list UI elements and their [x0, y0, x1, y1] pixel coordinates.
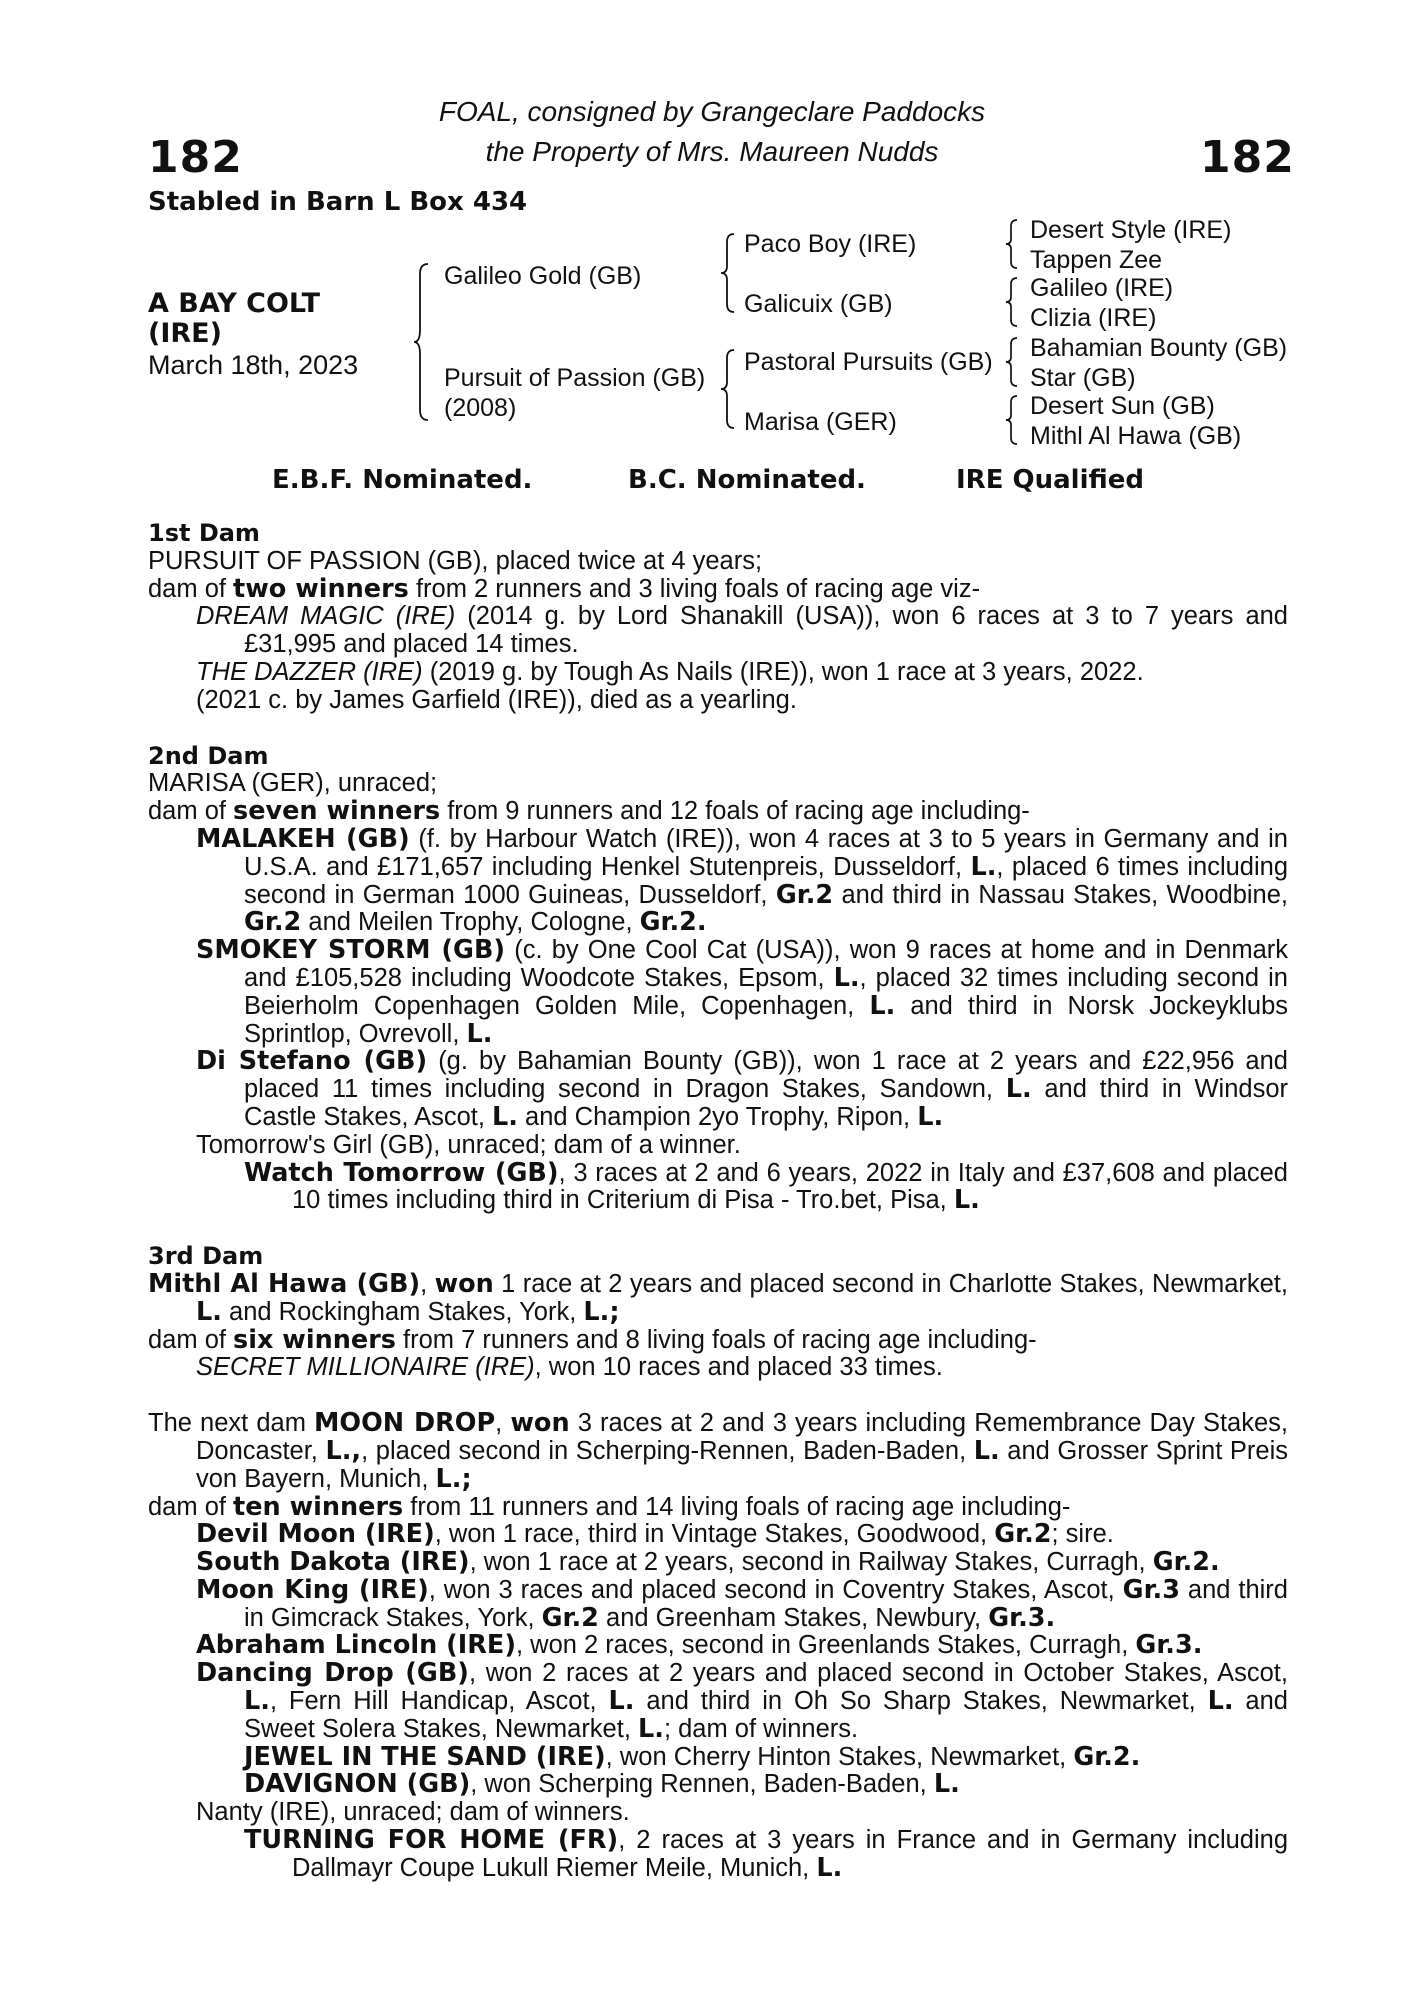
horse-country: (IRE) [148, 318, 222, 349]
third-dam-record: dam of six winners from 7 runners and 8 living foals of racing age including- [148, 1324, 1037, 1355]
next-dam-progeny-6: Nanty (IRE), unraced; dam of winners. [196, 1798, 630, 1827]
pedigree-sds: Galileo (IRE) [1030, 274, 1174, 302]
pedigree-brace-ds [1004, 336, 1020, 388]
next-dam-grandprogeny-2: DAVIGNON (GB), won Scherping Rennen, Baden-Baden, L. [244, 1769, 960, 1800]
next-dam-grandprogeny-3: TURNING FOR HOME (FR), 2 races at 3 years in France and in Germany including Dallmayr Coupe Lukull Riemer Meile, Munich, L. [244, 1825, 1288, 1883]
next-dam-progeny-5: Dancing Drop (GB), won 2 races at 2 years and placed second in October Stakes, Ascot, L., Fern Hill Handicap, Ascot, L. and third in Oh So Sharp Stakes, Newmarket, L. and Sweet Solera Stakes, Newmarket, L.; dam of winners. [196, 1658, 1288, 1744]
pedigree-brace-dam [718, 348, 738, 430]
third-dam-heading: 3rd Dam [148, 1242, 264, 1271]
lot-number-left: 182 [148, 132, 243, 183]
first-dam-heading: 1st Dam [148, 519, 260, 547]
pedigree-sdd: Clizia (IRE) [1030, 304, 1157, 332]
pedigree-brace-sd [1004, 276, 1020, 328]
pedigree-brace-dd [1004, 394, 1020, 446]
pedigree-dds: Desert Sun (GB) [1030, 392, 1215, 420]
next-dam-intro: The next dam MOON DROP, won 3 races at 2 and 3 years including Remembrance Day Stakes, Doncaster, L.,, placed second in Scherping-Rennen, Baden-Baden, L. and Grosser Sprint Preis von Bayern, Munich, L.; [148, 1408, 1289, 1494]
second-dam-progeny-3: Di Stefano (GB) (g. by Bahamian Bounty (GB)), won 1 race at 2 years and £22,956 and placed 11 times including second in Dragon Stakes, Sandown, L. and third in Windsor Castle Stakes, Ascot, L. and Champion 2yo Trophy, Ripon, L. [196, 1046, 1288, 1132]
stabled-location: Stabled in Barn L Box 434 [148, 187, 528, 217]
pedigree-dss: Bahamian Bounty (GB) [1030, 334, 1288, 362]
third-dam-intro: Mithl Al Hawa (GB), won 1 race at 2 years and placed second in Charlotte Stakes, Newmarket, L. and Rockingham Stakes, York, L.; [148, 1268, 1288, 1327]
catalogue-body [148, 520, 1288, 1883]
lot-number-right: 182 [1200, 132, 1295, 183]
first-dam-record: dam of two winners from 2 runners and 3 living foals of racing age viz- [148, 573, 981, 604]
pedigree-dam-year: (2008) [444, 394, 517, 422]
pedigree-dam-sire: Pastoral Pursuits (GB) [744, 348, 993, 376]
consignment-line-2: the Property of Mrs. Maureen Nudds [485, 136, 939, 167]
horse-title: A BAY COLT [148, 288, 321, 319]
first-dam-progeny-1: DREAM MAGIC (IRE) (2014 g. by Lord Shanakill (USA)), won 6 races at 3 to 7 years and £31,995 and placed 14 times. [196, 602, 1288, 659]
next-dam-progeny-3: Moon King (IRE), won 3 races and placed second in Coventry Stakes, Ascot, Gr.3 and third in Gimcrack Stakes, York, Gr.2 and Greenham Stakes, Newbury, Gr.3. [196, 1574, 1288, 1633]
bc-nomination: B.C. Nominated. [628, 465, 866, 495]
ebf-nomination: E.B.F. Nominated. [272, 465, 533, 495]
second-dam-progeny-1: MALAKEH (GB) (f. by Harbour Watch (IRE)), won 4 races at 3 to 5 years in Germany and in U.S.A. and £171,657 including Henkel Stutenpreis, Dusseldorf, L., placed 6 times including second in German 1000 Guineas, Dusseldorf, Gr.2 and third in Nassau Stakes, Woodbine, Gr.2 and Meilen Trophy, Cologne, Gr.2. [196, 823, 1289, 938]
pedigree-sire-dam: Galicuix (GB) [744, 290, 893, 318]
third-dam-progeny-1: SECRET MILLIONAIRE (IRE), won 10 races and placed 33 times. [196, 1353, 943, 1382]
consignment-line-1: FOAL, consigned by Grangeclare Paddocks [438, 96, 986, 127]
second-dam-heading: 2nd Dam [148, 741, 269, 770]
first-dam-progeny-3: (2021 c. by James Garfield (IRE)), died as a yearling. [196, 685, 797, 714]
ire-qualified: IRE Qualified [956, 465, 1145, 495]
pedigree-dsd: Star (GB) [1030, 364, 1136, 392]
horse-foaled: March 18th, 2023 [148, 350, 359, 380]
pedigree-sire-sire: Paco Boy (IRE) [744, 230, 917, 258]
pedigree-dam: Pursuit of Passion (GB) [444, 364, 706, 392]
first-dam-progeny-2: THE DAZZER (IRE) (2019 g. by Tough As Nails (IRE)), won 1 race at 3 years, 2022. [196, 657, 1144, 686]
second-dam-progeny-2: SMOKEY STORM (GB) (c. by One Cool Cat (USA)), won 9 races at home and in Denmark and £105,528 including Woodcote Stakes, Epsom, L., placed 32 times including second in Beierholm Copenhagen Golden Mile, Copenhagen, L. and third in Norsk Jockeyklubs Sprintlop, Ovrevoll, L. [196, 935, 1289, 1049]
next-dam-progeny-1: Devil Moon (IRE), won 1 race, third in Vintage Stakes, Goodwood, Gr.2; sire. [196, 1519, 1114, 1550]
pedigree-brace-sire [718, 232, 738, 314]
second-dam-record: dam of seven winners from 9 runners and 12 foals of racing age including- [148, 796, 1030, 827]
pedigree-sire: Galileo Gold (GB) [444, 262, 642, 290]
second-dam-progeny-4: Tomorrow's Girl (GB), unraced; dam of a winner. [196, 1130, 741, 1159]
second-dam-intro: MARISA (GER), unraced; [148, 769, 438, 798]
pedigree-brace-ss [1004, 218, 1020, 270]
pedigree-sss: Desert Style (IRE) [1030, 216, 1232, 244]
first-dam-intro: PURSUIT OF PASSION (GB), placed twice at 4 years; [148, 546, 763, 575]
next-dam-progeny-4: Abraham Lincoln (IRE), won 2 races, second in Greenlands Stakes, Curragh, Gr.3. [196, 1630, 1203, 1661]
next-dam-progeny-2: South Dakota (IRE), won 1 race at 2 years, second in Railway Stakes, Curragh, Gr.2. [196, 1547, 1220, 1578]
pedigree-dam-dam: Marisa (GER) [744, 408, 897, 436]
next-dam-record: dam of ten winners from 11 runners and 14 living foals of racing age including- [148, 1491, 1071, 1522]
pedigree-ssd: Tappen Zee [1030, 246, 1163, 274]
pedigree-brace-main [412, 262, 432, 422]
pedigree-ddd: Mithl Al Hawa (GB) [1030, 422, 1242, 450]
next-dam-grandprogeny-1: JEWEL IN THE SAND (IRE), won Cherry Hinton Stakes, Newmarket, Gr.2. [244, 1741, 1141, 1772]
second-dam-grandprogeny-1: Watch Tomorrow (GB), 3 races at 2 and 6 years, 2022 in Italy and £37,608 and placed 10 times including third in Criterium di Pisa - Tro.bet, Pisa, L. [244, 1157, 1288, 1216]
